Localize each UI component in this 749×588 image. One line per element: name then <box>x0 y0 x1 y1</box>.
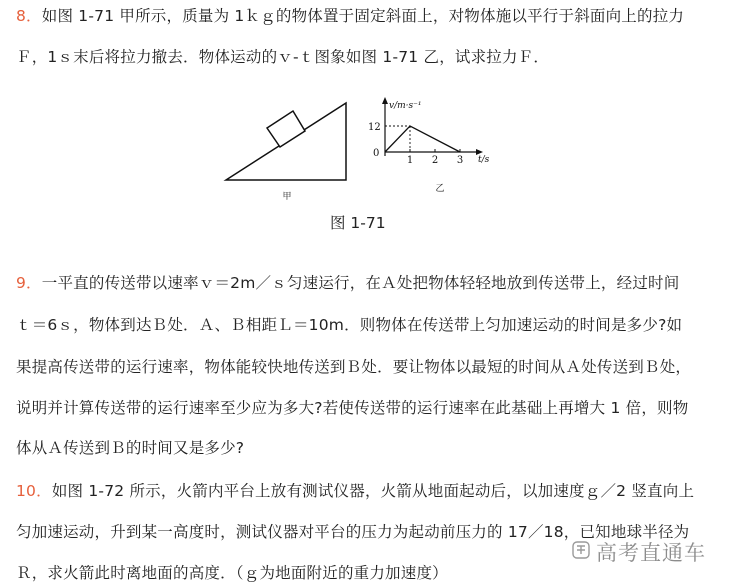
q9-line-5 <box>16 438 244 458</box>
y-axis-arrow <box>382 97 388 104</box>
q9-number: 9． <box>16 274 42 292</box>
x-tick-label-3: 3 <box>456 155 464 166</box>
label-jia: 甲 <box>282 192 292 202</box>
vt-series-line <box>385 126 460 152</box>
q9-line-4 <box>16 398 688 418</box>
vt-graph <box>368 97 490 194</box>
q8-number: 8． <box>16 7 42 25</box>
q9-text-5: 体从Ａ传送到Ｂ的时间又是多少? <box>16 439 245 457</box>
y-axis-label: v/m·s⁻¹ <box>389 101 422 111</box>
block <box>267 111 305 147</box>
x-tick-label-1: 1 <box>406 155 414 166</box>
q9-text-2: ｔ＝6ｓ，物体到达Ｂ处．Ａ、Ｂ相距Ｌ＝10m．则物体在传送带上匀加速运动的时间是多少?如 <box>16 316 683 334</box>
q10-text-1: 如图 1-72 所示，火箭内平台上放有测试仪器，火箭从地面起动后，以加速度ｇ／2 竖直向上 <box>51 482 695 500</box>
zhihu-logo-icon <box>572 541 590 559</box>
q10-line-1 <box>16 481 694 501</box>
q8-text-2: Ｆ，1ｓ末后将拉力撤去．物体运动的ｖ-ｔ图象如图 1-71 乙，试求拉力Ｆ． <box>16 48 550 66</box>
label-yi: 乙 <box>435 184 445 194</box>
y-tick-12: 12 <box>368 122 381 133</box>
x-tick-label-2: 2 <box>431 155 439 166</box>
q10-line-3 <box>16 563 448 583</box>
q10-line-2 <box>16 522 689 542</box>
q9-line-3 <box>16 357 691 377</box>
incline-diagram <box>226 103 346 202</box>
q10-text-2: 匀加速运动，升到某一高度时，测试仪器对平台的压力为起动前压力的 17／18，已知地球半径为 <box>16 523 690 541</box>
q10-number: 10． <box>16 482 52 500</box>
q9-text-1: 一平直的传送带以速率ｖ＝2m／ｓ匀速运行，在Ａ处把物体轻轻地放到传送带上，经过时间 <box>41 274 680 292</box>
q9-text-4: 说明并计算传送带的运行速率至少应为多大?若使传送带的运行速率在此基础上再增大 1 倍，则物 <box>16 399 689 417</box>
figure-caption: 图 1-71 <box>330 214 386 232</box>
watermark-text: 高考直通车 <box>596 541 706 565</box>
q10-text-3: Ｒ，求火箭此时离地面的高度．（ｇ为地面附近的重力加速度） <box>16 564 448 582</box>
q9-line-1 <box>16 273 679 293</box>
q8-text-1: 如图 1-71 甲所示，质量为 1ｋｇ的物体置于固定斜面上，对物体施以平行于斜面向上的拉力 <box>41 7 685 25</box>
y-tick-0: 0 <box>373 148 380 159</box>
x-axis-label: t/s <box>478 155 490 165</box>
q9-text-3: 果提高传送带的运行速率，物体能较快地传送到Ｂ处．要让物体以最短的时间从Ａ处传送到Ｂ处， <box>16 358 692 376</box>
q9-line-2 <box>16 315 682 335</box>
